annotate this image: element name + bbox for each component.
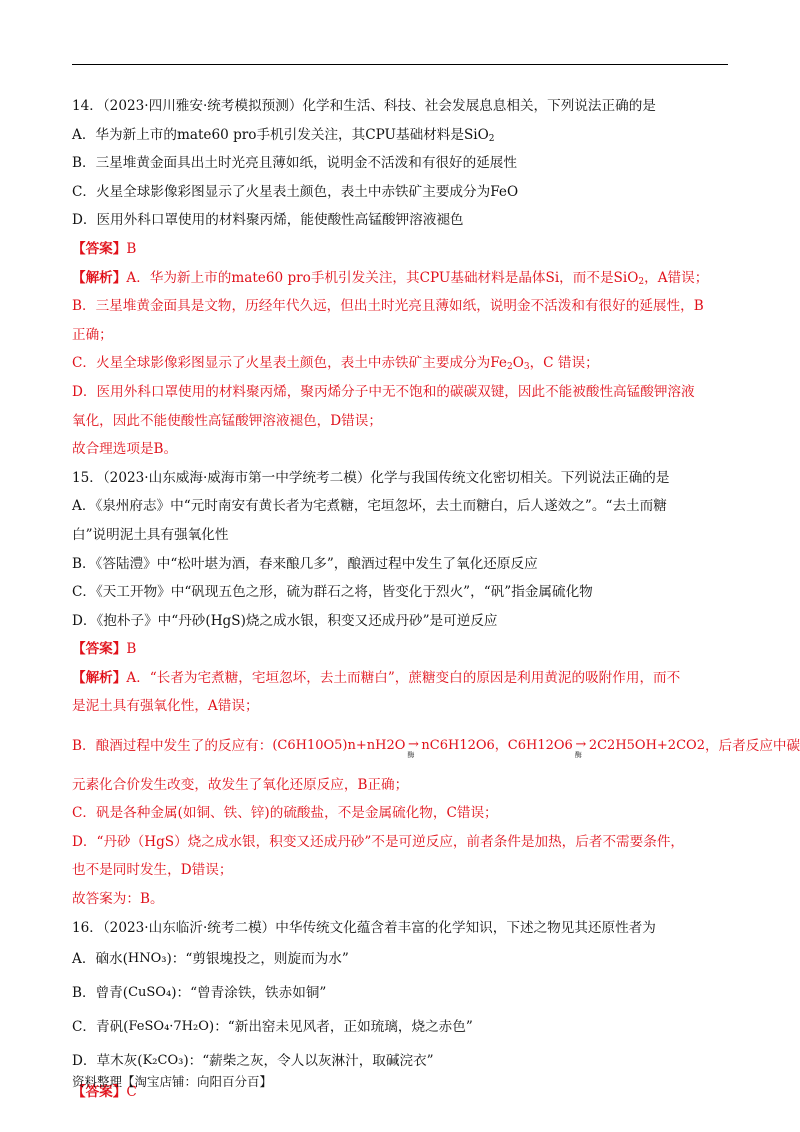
reaction-formula-1: (C6H10O5)n+nH2O [272, 738, 406, 754]
q14-option-c: C．火星全球影像彩图显示了火星表土颜色，表土中赤铁矿主要成分为FeO [72, 183, 519, 200]
q16-option-b: B．曾青(CuSO₄)：“曾青涂铁，铁赤如铜” [72, 985, 327, 1002]
page-footer: 资料整理【淘宝店铺：向阳百分百】 [72, 1074, 273, 1089]
header-rule [72, 64, 728, 65]
q15-explanation-b-cont: 元素化合价发生改变，故发生了氧化还原反应，B正确； [72, 776, 409, 793]
q14-explanation-d: D．医用外科口罩使用的材料聚丙烯，聚丙烯分子中无不饱和的碳碳双键，因此不能被酸性高锰酸钾溶液 [72, 383, 695, 400]
q15-option-d: D．《抱朴子》中“丹砂(HgS)烧之成水银，积变又还成丹砂”是可逆反应 [72, 612, 498, 629]
q14-stem: 14．（2023·四川雅安·统考模拟预测）化学和生活、科技、社会发展息息相关，下列说法正确的是 [72, 98, 656, 114]
q15-explanation-c: C．矾是各种金属(如铜、铁、锌)的硫酸盐，不是金属硫化物，C错误； [72, 805, 498, 822]
q15-option-c: C．《天工开物》中“矾现五色之形，硫为群石之将，皆变化于烈火”，“矾”指金属硫化物 [72, 584, 593, 601]
q15-option-a-cont: 白”说明泥土具有强氧化性 [72, 526, 229, 543]
q16-option-c: C．青矾(FeSO₄·7H₂O)：“新出窑未见风者，正如琉璃，烧之赤色” [72, 1019, 473, 1036]
q15-explanation-a: 【解析】A．“长者为宅煮糖，宅垣忽坏，去土而糖白”，蔗糖变白的原因是利用黄泥的吸附作用，而不 [72, 669, 681, 686]
q14-explanation-b: B．三星堆黄金面具是文物，历经年代久远，但出土时光亮且薄如纸，说明金不活泼和有很好的延展性，B [72, 298, 704, 315]
reaction-arrow-icon: → 酶 [407, 737, 419, 760]
q14-answer: 【答案】B [72, 240, 137, 257]
q16-answer: 【答案】C [72, 1084, 137, 1101]
q14-explanation-b-cont: 正确； [72, 326, 113, 343]
q14-conclusion: 故合理选项是B。 [72, 441, 178, 458]
q14-option-d: D．医用外科口罩使用的材料聚丙烯，能使酸性高锰酸钾溶液褪色 [72, 212, 464, 229]
q15-conclusion: 故答案为：B。 [72, 891, 164, 908]
q15-explanation-d-cont: 也不是同时发生，D错误； [72, 862, 233, 879]
q15-stem: 15．（2023·山东威海·威海市第一中学统考二模）化学与我国传统文化密切相关。下列说法正确的是 [72, 469, 670, 486]
q16-option-d: D．草木灰(K₂CO₃)：“薪柴之灰，令人以灰淋汁，取碱浣衣” [72, 1053, 434, 1070]
q15-option-a: A．《泉州府志》中“元时南安有黄长者为宅煮糖，宅垣忽坏，去土而糖白，后人遂效之”。“去土而糖 [72, 498, 667, 515]
q15-answer: 【答案】B [72, 641, 137, 658]
q16-option-a: A．硇水(HNO₃)：“剪银塊投之，则旋而为水” [72, 951, 349, 968]
q14-explanation-d-cont: 氧化，因此不能使酸性高锰酸钾溶液褪色，D错误； [72, 412, 382, 429]
q15-option-b: B．《答陆澧》中“松叶堪为酒，春来酿几多”，酿酒过程中发生了氧化还原反应 [72, 555, 538, 572]
q14-explanation-a: 【解析】A．华为新上市的mate60 pro手机引发关注，其CPU基础材料是晶体Si，而不是SiO$_2$，A错误； [72, 269, 709, 287]
q14-option-a: A．华为新上市的mate60 pro手机引发关注，其CPU基础材料是SiO$_2$ [72, 126, 495, 144]
page-content [72, 92, 800, 1107]
q16-stem: 16．（2023·山东临沂·统考二模）中华传统文化蕴含着丰富的化学知识，下述之物见其还原性者为 [72, 919, 656, 936]
q15-explanation-d: D．“丹砂（HgS）烧之成水银，积变又还成丹砂”不是可逆反应，前者条件是加热，后者不需要条件， [72, 833, 685, 850]
q14-option-b: B．三星堆黄金面具出土时光亮且薄如纸，说明金不活泼和有很好的延展性 [72, 155, 517, 172]
q14-explanation-c: C．火星全球影像彩图显示了火星表土颜色，表土中赤铁矿主要成分为$Fe_2O_3$，C 错误； [72, 355, 599, 373]
q15-explanation-b: B．酿酒过程中发生了的反应有：(C6H10O5)n+nH2O → 酶 nC6H12O6，C6H12O6 → 酶 2C2H5OH+2CO2，后者反应中碳 [72, 731, 732, 761]
q15-explanation-a-cont: 是泥土具有强氧化性，A错误； [72, 698, 259, 715]
reaction-formula-2: nC6H12O6，C6H12O6 [421, 738, 573, 754]
reaction-arrow-icon: → 酶 [574, 737, 587, 760]
reaction-formula-3: 2C2H5OH+2CO2 [588, 738, 705, 754]
